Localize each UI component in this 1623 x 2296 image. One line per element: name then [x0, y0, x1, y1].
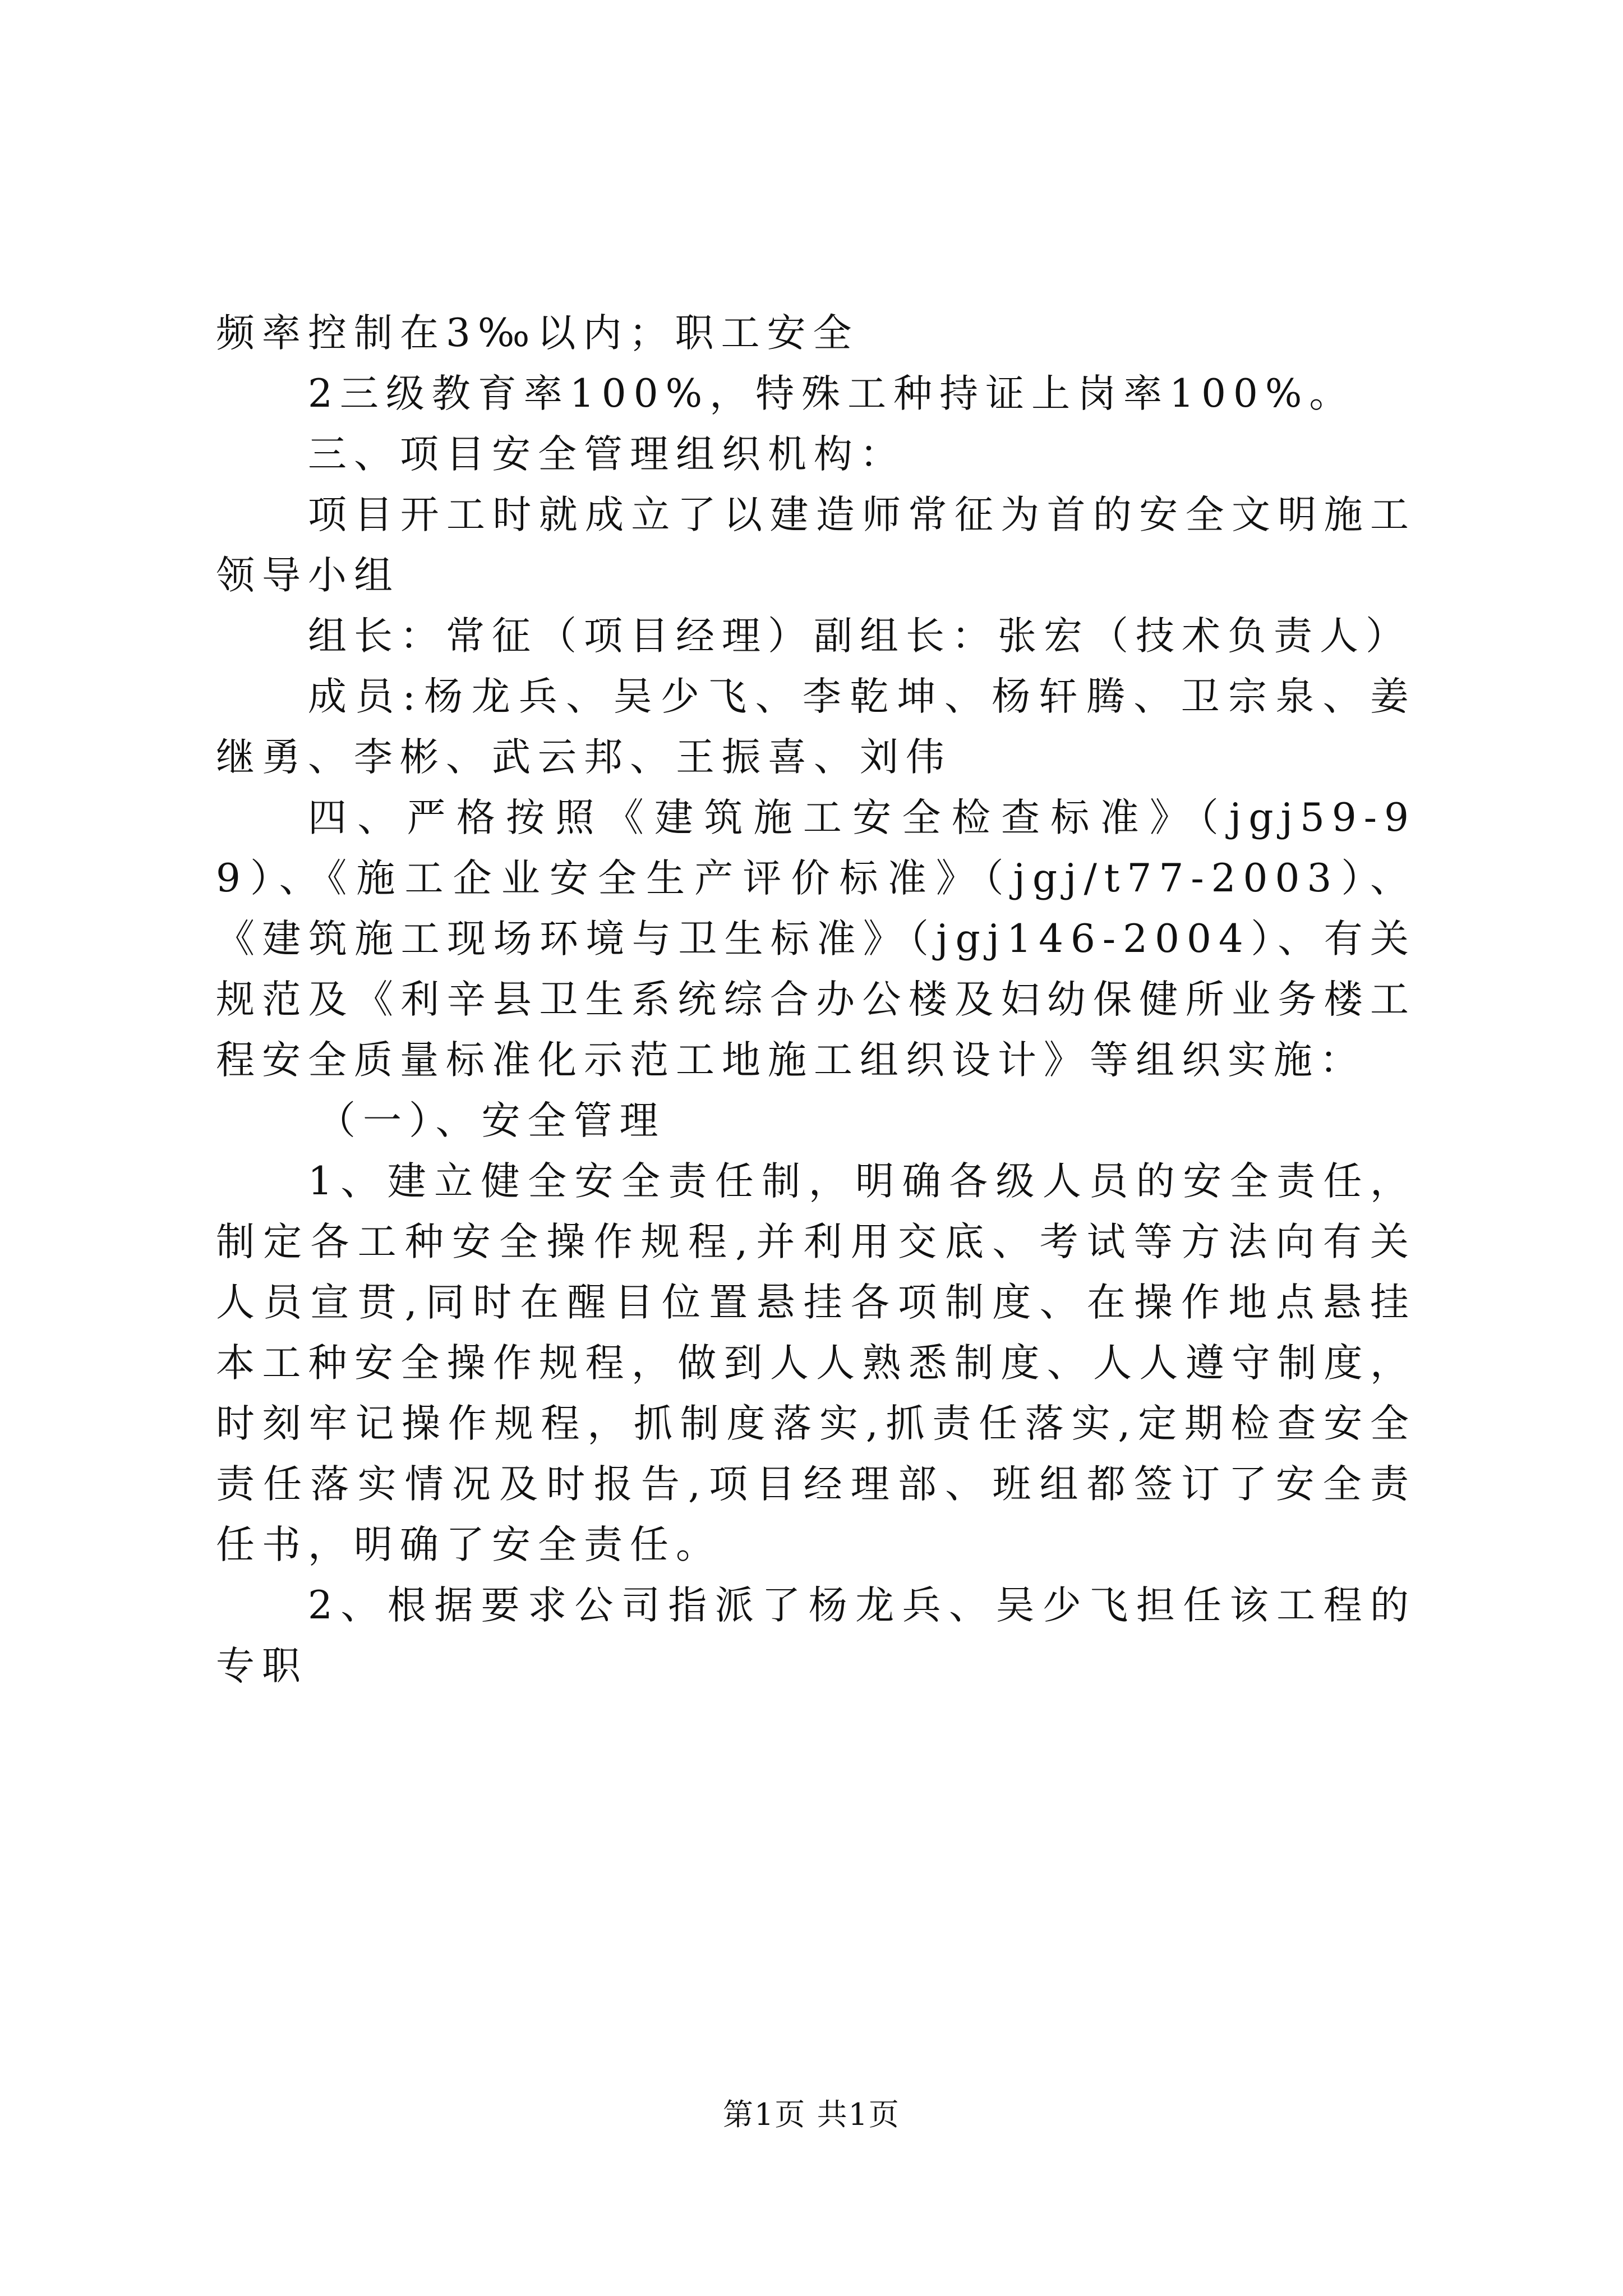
paragraph-appointment: 2、根据要求公司指派了杨龙兵、吴少飞担任该工程的专职 [216, 1583, 1416, 1688]
paragraph-continued: 频率控制在3‰以内；职工安全 [216, 311, 859, 356]
paragraph-leadership-group: 项目开工时就成立了以建造师常征为首的安全文明施工领导小组 [216, 493, 1416, 598]
document-body [216, 303, 1416, 1696]
paragraph-members: 成员:杨龙兵、吴少飞、李乾坤、杨轩腾、卫宗泉、姜继勇、李彬、武云邦、王振喜、刘伟 [216, 674, 1416, 780]
paragraph-standards: 四、严格按照《建筑施工安全检查标准》（jgj59-99）、《施工企业安全生产评价标准》（jgj/t77-2003）、《建筑施工现场环境与卫生标准》（jgj146-2004）、有关规范及《利辛县卫生系统综合办公楼及妇幼保健所业务楼工程安全质量标准化示范工地施工组织设计》等组织实施： [216, 795, 1416, 1083]
subsection-heading-safety-management: （一）、安全管理 [317, 1098, 666, 1143]
paragraph-responsibility-system: 1、建立健全安全责任制，明确各级人员的安全责任，制定各工种安全操作规程,并利用交底、考试等方法向有关人员宣贯,同时在醒目位置悬挂各项制度、在操作地点悬挂本工种安全操作规程，做到人人熟悉制度、人人遵守制度，时刻牢记操作规程，抓制度落实,抓责任落实,定期检查安全责任落实情况及时报告,项目经理部、班组都签订了安全责任书，明确了安全责任。 [216, 1159, 1416, 1567]
paragraph-group-leaders: 组长：常征（项目经理）副组长：张宏（技术负责人） [308, 614, 1412, 659]
page-footer: 第1页 共1页 [723, 2097, 900, 2132]
section-heading-organization: 三、项目安全管理组织机构： [308, 432, 906, 477]
paragraph-education-rate: 2三级教育率100%，特殊工种持证上岗率100%。 [308, 371, 1355, 416]
